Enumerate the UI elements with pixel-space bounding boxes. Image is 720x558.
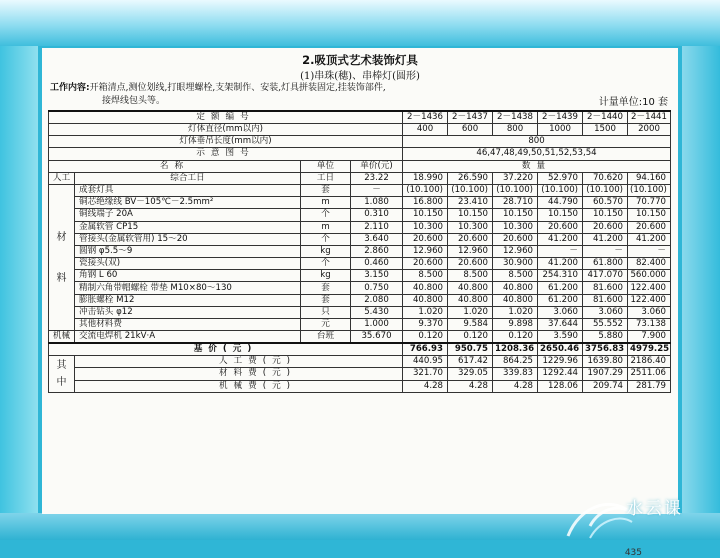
material-price: 0.460	[351, 258, 403, 270]
material-unit: 个	[301, 258, 351, 270]
material-value: 3.060	[538, 306, 583, 318]
breakdown-value: 617.42	[448, 356, 493, 368]
scanned-document	[42, 48, 678, 558]
machine-value: 5.880	[583, 331, 628, 344]
material-name: 精制六角带帽螺栓 带垫 M10×80～130	[75, 282, 301, 294]
base-price-row	[49, 343, 671, 356]
machine-name: 交流电焊机 21kV·A	[75, 331, 301, 344]
material-value: 10.150	[538, 209, 583, 221]
material-value: 1.020	[403, 306, 448, 318]
breakdown-value: 1639.80	[583, 356, 628, 368]
diameter-value: 400	[403, 124, 448, 136]
material-name: 角钢 L 60	[75, 270, 301, 282]
material-value: (10.100)	[538, 184, 583, 196]
header-row-height	[49, 136, 671, 148]
document-subtitle: (1)串珠(穗)、串棒灯(圆形)	[300, 71, 420, 82]
breakdown-value: 4.28	[493, 380, 538, 392]
page-number: 435	[624, 548, 642, 558]
breakdown-row	[49, 368, 671, 380]
material-price: 2.080	[351, 294, 403, 306]
material-value: 40.800	[448, 282, 493, 294]
figure-value: 46,47,48,49,50,51,52,53,54	[403, 148, 671, 160]
quota-code: 2－1439	[538, 111, 583, 124]
material-value: 10.300	[403, 221, 448, 233]
quota-table-body	[49, 111, 671, 392]
material-name: 膨胀螺栓 M12	[75, 294, 301, 306]
breakdown-row	[49, 380, 671, 392]
material-value: 73.138	[628, 319, 671, 331]
material-unit: 个	[301, 233, 351, 245]
material-value: 9.370	[403, 319, 448, 331]
diameter-value: 1000	[538, 124, 583, 136]
right-decor-strip	[682, 46, 720, 540]
labor-category: 人工	[49, 172, 75, 184]
base-price-value: 4979.25	[628, 343, 671, 356]
material-name: 管接头(金属软管用) 15～20	[75, 233, 301, 245]
diameter-value: 800	[493, 124, 538, 136]
material-row	[49, 282, 671, 294]
quota-code: 2－1437	[448, 111, 493, 124]
header-row-diameter	[49, 124, 671, 136]
material-value: 55.552	[583, 319, 628, 331]
material-value: 81.600	[583, 282, 628, 294]
base-price-label: 基价(元)	[49, 343, 403, 356]
quota-number-label: 定额编号	[49, 111, 403, 124]
material-row	[49, 209, 671, 221]
material-price: 0.750	[351, 282, 403, 294]
labor-value: 70.620	[583, 172, 628, 184]
diameter-value: 2000	[628, 124, 671, 136]
labor-value: 18.990	[403, 172, 448, 184]
material-value: 20.600	[538, 221, 583, 233]
material-value: 560.000	[628, 270, 671, 282]
material-row	[49, 294, 671, 306]
material-unit: 只	[301, 306, 351, 318]
material-value: 9.898	[493, 319, 538, 331]
material-unit: 个	[301, 209, 351, 221]
name-column-header: 名称	[49, 160, 301, 172]
material-value: －	[628, 245, 671, 257]
material-row	[49, 184, 671, 196]
material-price: 3.150	[351, 270, 403, 282]
material-row	[49, 270, 671, 282]
quota-code: 2－1440	[583, 111, 628, 124]
material-value: 70.770	[628, 197, 671, 209]
top-decor-band	[0, 0, 720, 46]
material-value: (10.100)	[448, 184, 493, 196]
material-value: 37.644	[538, 319, 583, 331]
material-value: 40.800	[403, 282, 448, 294]
material-value: 20.600	[493, 233, 538, 245]
material-value: 10.150	[448, 209, 493, 221]
quantity-column-header: 数量	[403, 160, 671, 172]
material-value: 8.500	[403, 270, 448, 282]
quota-code: 2－1441	[628, 111, 671, 124]
breakdown-value: 1229.96	[538, 356, 583, 368]
header-row-columns	[49, 160, 671, 172]
logo-text: 水云课	[626, 499, 683, 519]
document-title: 2.吸顶式艺术装饰灯具	[302, 53, 418, 67]
material-value: 40.800	[493, 282, 538, 294]
base-price-value: 766.93	[403, 343, 448, 356]
material-value: 41.200	[583, 233, 628, 245]
quota-code: 2－1438	[493, 111, 538, 124]
breakdown-value: 321.70	[403, 368, 448, 380]
material-row	[49, 233, 671, 245]
material-value: 44.790	[538, 197, 583, 209]
material-name: 铜线端子 20A	[75, 209, 301, 221]
breakdown-value: 440.95	[403, 356, 448, 368]
material-value: 12.960	[448, 245, 493, 257]
material-name: 成套灯具	[75, 184, 301, 196]
material-value: 8.500	[448, 270, 493, 282]
breakdown-value: 4.28	[448, 380, 493, 392]
material-name: 其他材料费	[75, 319, 301, 331]
header-row-codes	[49, 111, 671, 124]
material-value: 10.150	[493, 209, 538, 221]
material-value: 81.600	[583, 294, 628, 306]
material-value: 10.150	[403, 209, 448, 221]
breakdown-value: 281.79	[628, 380, 671, 392]
machine-unit: 台班	[301, 331, 351, 344]
material-value: 3.060	[628, 306, 671, 318]
material-value: 30.900	[493, 258, 538, 270]
unit-label: 计量单位:10 套	[598, 97, 668, 108]
material-name: 冲击钻头 φ12	[75, 306, 301, 318]
labor-name: 综合工日	[75, 172, 301, 184]
material-value: (10.100)	[628, 184, 671, 196]
quota-code: 2－1436	[403, 111, 448, 124]
material-value: 122.400	[628, 282, 671, 294]
material-unit: m	[301, 221, 351, 233]
material-value: 20.600	[403, 233, 448, 245]
material-name: 圆钢 φ5.5～9	[75, 245, 301, 257]
material-value: 9.584	[448, 319, 493, 331]
material-value: 20.600	[448, 233, 493, 245]
material-value: 40.800	[403, 294, 448, 306]
material-price: 3.640	[351, 233, 403, 245]
unit-column-header: 单位	[301, 160, 351, 172]
material-value: 61.200	[538, 294, 583, 306]
material-row	[49, 245, 671, 257]
machine-value: 0.120	[448, 331, 493, 344]
material-price: 2.860	[351, 245, 403, 257]
material-unit: kg	[301, 245, 351, 257]
material-value: 41.200	[538, 258, 583, 270]
work-label: 工作内容:	[50, 83, 90, 93]
material-price: 1.080	[351, 197, 403, 209]
machine-value: 7.900	[628, 331, 671, 344]
material-value: 10.150	[583, 209, 628, 221]
breakdown-label: 材料费(元)	[75, 368, 403, 380]
work-content	[50, 82, 670, 108]
material-value: 40.800	[448, 294, 493, 306]
material-unit: 套	[301, 282, 351, 294]
labor-unit: 工日	[301, 172, 351, 184]
breakdown-category-char-1: 其	[56, 359, 67, 371]
work-text-line-1: 开箱清点,测位划线,打眼埋螺栓,支架制作、安装,灯具拼装固定,挂装饰部件,	[89, 83, 386, 93]
material-value: 20.600	[403, 258, 448, 270]
material-value: (10.100)	[493, 184, 538, 196]
quota-table	[48, 110, 671, 393]
machine-price: 35.670	[351, 331, 403, 344]
material-unit: m	[301, 197, 351, 209]
material-row	[49, 258, 671, 270]
base-price-value: 950.75	[448, 343, 493, 356]
machine-category: 机械	[49, 331, 75, 344]
breakdown-label: 机械费(元)	[75, 380, 403, 392]
labor-value: 37.220	[493, 172, 538, 184]
material-unit: 元	[301, 319, 351, 331]
labor-value: 26.590	[448, 172, 493, 184]
breakdown-row	[49, 356, 671, 368]
breakdown-value: 1907.29	[583, 368, 628, 380]
breakdown-value: 128.06	[538, 380, 583, 392]
material-value: 10.150	[628, 209, 671, 221]
breakdown-value: 1292.44	[538, 368, 583, 380]
labor-price: 23.22	[351, 172, 403, 184]
diameter-label: 灯体直径(mm以内)	[49, 124, 403, 136]
material-value: 10.300	[493, 221, 538, 233]
breakdown-value: 339.83	[493, 368, 538, 380]
breakdown-value: 209.74	[583, 380, 628, 392]
material-name: 金属软管 CP15	[75, 221, 301, 233]
material-row	[49, 221, 671, 233]
material-price: 5.430	[351, 306, 403, 318]
material-price: 0.310	[351, 209, 403, 221]
machine-row	[49, 331, 671, 344]
material-unit: kg	[301, 270, 351, 282]
machine-value: 0.120	[493, 331, 538, 344]
material-value: －	[583, 245, 628, 257]
material-value: 23.410	[448, 197, 493, 209]
left-decor-strip	[0, 46, 38, 540]
material-value: 20.600	[583, 221, 628, 233]
material-value: 60.570	[583, 197, 628, 209]
material-row	[49, 319, 671, 331]
material-price: 2.110	[351, 221, 403, 233]
material-value: 20.600	[448, 258, 493, 270]
material-price: －	[351, 184, 403, 196]
material-value: 61.800	[583, 258, 628, 270]
material-value: (10.100)	[403, 184, 448, 196]
material-price: 1.000	[351, 319, 403, 331]
base-price-value: 3756.83	[583, 343, 628, 356]
breakdown-value: 2186.40	[628, 356, 671, 368]
breakdown-category-char-2: 中	[56, 376, 67, 388]
material-unit: 套	[301, 184, 351, 196]
labor-value: 94.160	[628, 172, 671, 184]
material-value: 10.300	[448, 221, 493, 233]
height-label: 灯体垂吊长度(mm以内)	[49, 136, 403, 148]
material-name: 瓷接头(双)	[75, 258, 301, 270]
material-value: 3.060	[583, 306, 628, 318]
material-value: 1.020	[448, 306, 493, 318]
material-value: 122.400	[628, 294, 671, 306]
material-value: 40.800	[493, 294, 538, 306]
labor-value: 52.970	[538, 172, 583, 184]
material-value: 254.310	[538, 270, 583, 282]
price-column-header: 单价(元)	[351, 160, 403, 172]
material-value: 12.960	[403, 245, 448, 257]
figure-label: 示意图号	[49, 148, 403, 160]
diameter-value: 1500	[583, 124, 628, 136]
base-price-value: 1208.36	[493, 343, 538, 356]
machine-value: 3.590	[538, 331, 583, 344]
base-price-value: 2650.46	[538, 343, 583, 356]
material-unit: 套	[301, 294, 351, 306]
material-value: (10.100)	[583, 184, 628, 196]
material-value: 12.960	[493, 245, 538, 257]
breakdown-value: 2511.06	[628, 368, 671, 380]
material-value: 41.200	[538, 233, 583, 245]
material-value: 8.500	[493, 270, 538, 282]
material-category-char-2: 料	[56, 272, 67, 284]
material-value: 1.020	[493, 306, 538, 318]
breakdown-value: 4.28	[403, 380, 448, 392]
height-value: 800	[403, 136, 671, 148]
labor-row	[49, 172, 671, 184]
material-value: 28.710	[493, 197, 538, 209]
diameter-value: 600	[448, 124, 493, 136]
breakdown-label: 人工费(元)	[75, 356, 403, 368]
material-category	[49, 184, 75, 330]
breakdown-value: 329.05	[448, 368, 493, 380]
material-row	[49, 197, 671, 209]
machine-value: 0.120	[403, 331, 448, 344]
material-row	[49, 306, 671, 318]
material-value: 61.200	[538, 282, 583, 294]
material-name: 铜芯绝缘线 BV－105℃－2.5mm²	[75, 197, 301, 209]
material-value: 82.400	[628, 258, 671, 270]
material-value: －	[538, 245, 583, 257]
breakdown-value: 864.25	[493, 356, 538, 368]
material-value: 16.800	[403, 197, 448, 209]
material-value: 20.600	[628, 221, 671, 233]
material-value: 417.070	[583, 270, 628, 282]
material-category-char-1: 材	[56, 231, 67, 243]
header-row-figure	[49, 148, 671, 160]
material-value: 41.200	[628, 233, 671, 245]
breakdown-category	[49, 356, 75, 393]
work-text-line-2: 接焊线包头等。	[102, 96, 166, 106]
